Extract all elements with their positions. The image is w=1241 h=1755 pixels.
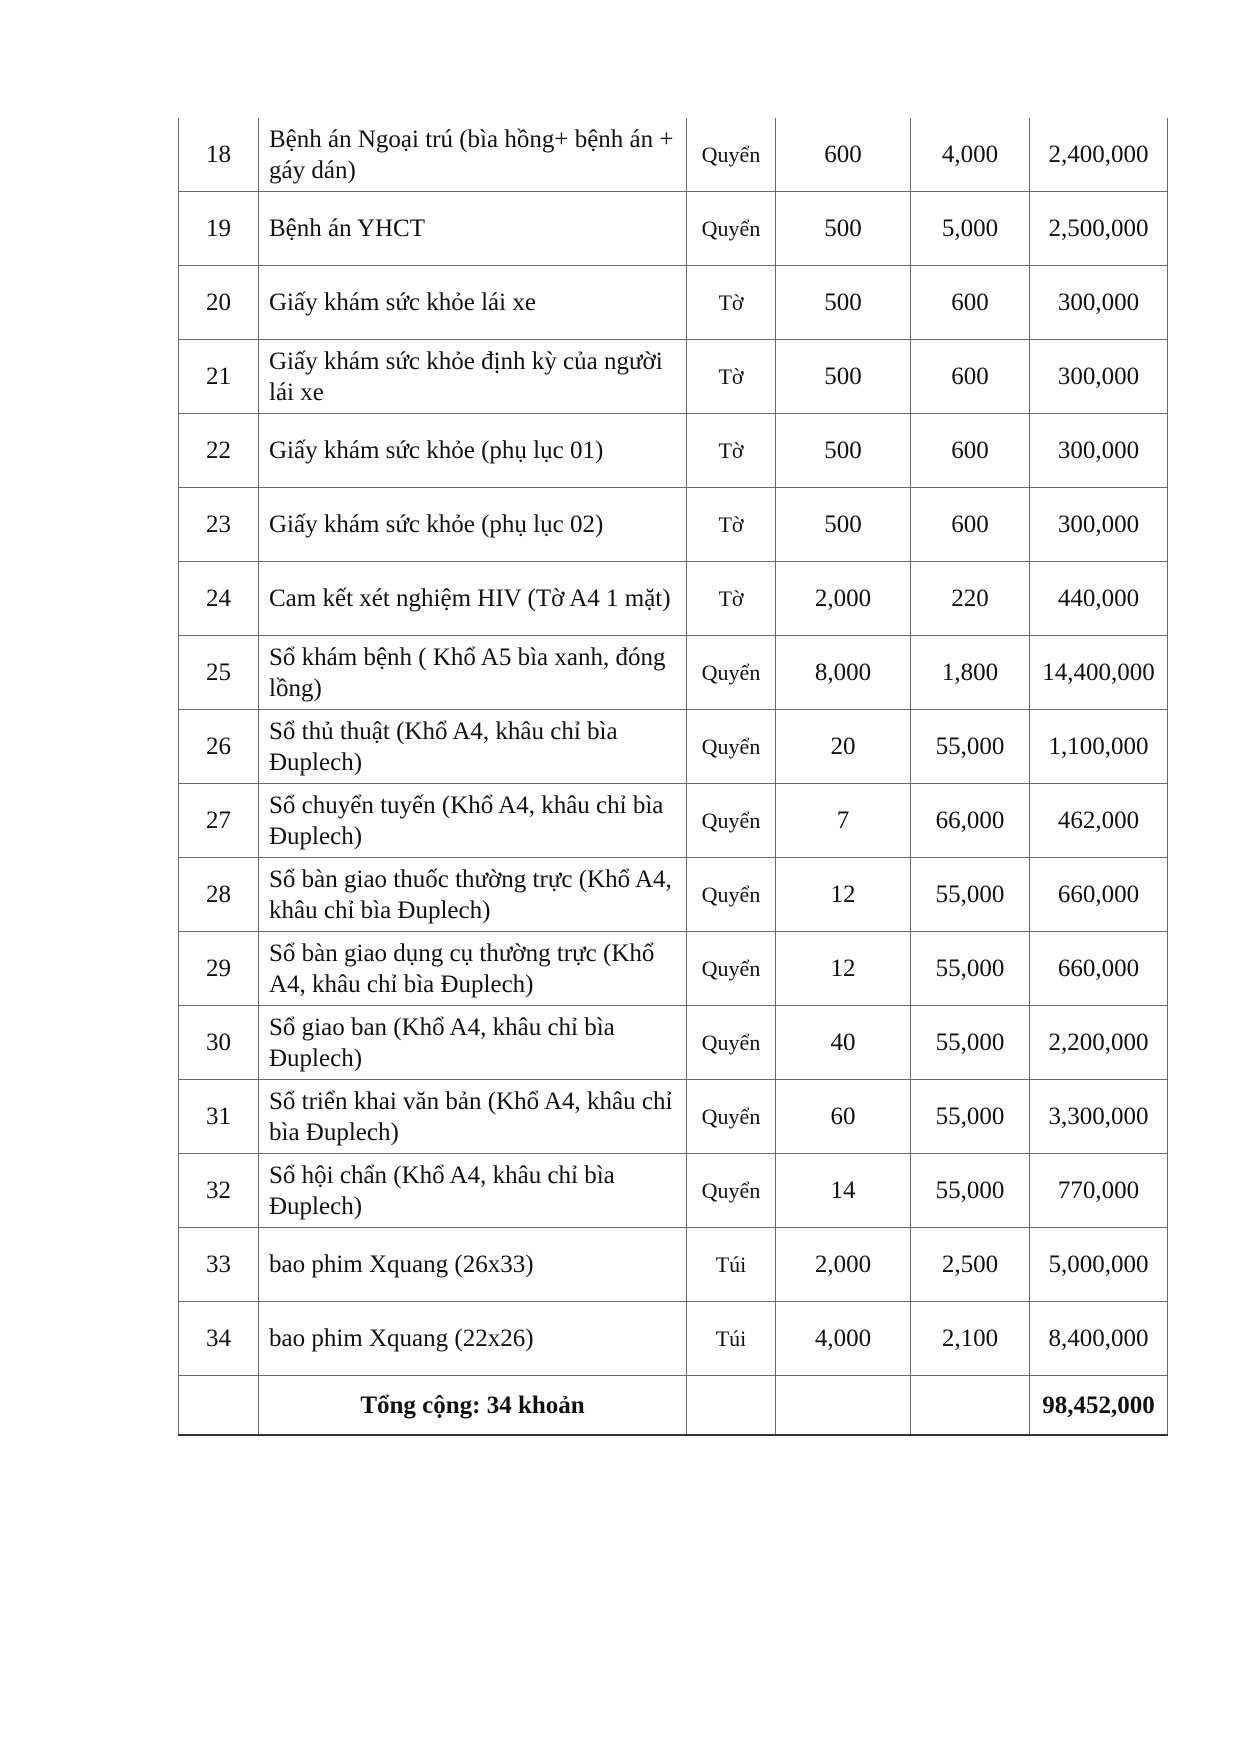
item-amount: 300,000 — [1030, 414, 1168, 488]
item-amount: 300,000 — [1030, 488, 1168, 562]
item-number: 30 — [179, 1006, 259, 1080]
table-row — [179, 192, 1168, 266]
item-unit: Quyển — [687, 858, 776, 932]
item-name: Cam kết xét nghiệm HIV (Tờ A4 1 mặt) — [259, 562, 687, 636]
item-unit: Quyển — [687, 932, 776, 1006]
item-unit: Quyển — [687, 710, 776, 784]
item-name: Giấy khám sức khỏe (phụ lục 02) — [259, 488, 687, 562]
item-quantity: 12 — [776, 858, 911, 932]
table-row — [179, 636, 1168, 710]
item-amount: 660,000 — [1030, 858, 1168, 932]
item-unit: Quyển — [687, 636, 776, 710]
total-amount: 98,452,000 — [1030, 1376, 1168, 1436]
item-name: Sổ chuyển tuyến (Khổ A4, khâu chỉ bìa Đuplech) — [259, 784, 687, 858]
item-number: 19 — [179, 192, 259, 266]
item-amount: 462,000 — [1030, 784, 1168, 858]
item-amount: 2,500,000 — [1030, 192, 1168, 266]
item-unit: Quyển — [687, 192, 776, 266]
table-row — [179, 1302, 1168, 1376]
item-unit: Túi — [687, 1228, 776, 1302]
item-name: Sổ thủ thuật (Khổ A4, khâu chỉ bìa Đuplech) — [259, 710, 687, 784]
item-name: Bệnh án YHCT — [259, 192, 687, 266]
item-number: 21 — [179, 340, 259, 414]
item-unit-price: 55,000 — [911, 710, 1030, 784]
items-table-body — [179, 118, 1168, 1376]
table-row — [179, 414, 1168, 488]
item-amount: 300,000 — [1030, 266, 1168, 340]
item-name: bao phim Xquang (22x26) — [259, 1302, 687, 1376]
items-table — [178, 118, 1168, 1436]
item-number: 31 — [179, 1080, 259, 1154]
total-no-cell — [179, 1376, 259, 1436]
item-amount: 2,200,000 — [1030, 1006, 1168, 1080]
table-row — [179, 562, 1168, 636]
item-number: 22 — [179, 414, 259, 488]
item-quantity: 500 — [776, 192, 911, 266]
item-unit-price: 2,500 — [911, 1228, 1030, 1302]
item-unit: Túi — [687, 1302, 776, 1376]
total-price-cell — [911, 1376, 1030, 1436]
item-name: Bệnh án Ngoại trú (bìa hồng+ bệnh án + gáy dán) — [259, 118, 687, 192]
item-quantity: 7 — [776, 784, 911, 858]
total-row — [179, 1376, 1168, 1436]
item-name: Sổ triển khai văn bản (Khổ A4, khâu chỉ bìa Đuplech) — [259, 1080, 687, 1154]
item-unit: Quyển — [687, 1154, 776, 1228]
item-unit-price: 4,000 — [911, 118, 1030, 192]
item-unit: Tờ — [687, 562, 776, 636]
table-row — [179, 1228, 1168, 1302]
table-row — [179, 1154, 1168, 1228]
table-row — [179, 340, 1168, 414]
item-quantity: 2,000 — [776, 562, 911, 636]
item-name: Giấy khám sức khỏe định kỳ của người lái xe — [259, 340, 687, 414]
item-unit-price: 1,800 — [911, 636, 1030, 710]
item-unit: Quyển — [687, 1006, 776, 1080]
item-name: Giấy khám sức khỏe lái xe — [259, 266, 687, 340]
item-quantity: 20 — [776, 710, 911, 784]
item-unit: Quyển — [687, 118, 776, 192]
table-row — [179, 1006, 1168, 1080]
item-name: Sổ hội chẩn (Khổ A4, khâu chỉ bìa Đuplech) — [259, 1154, 687, 1228]
item-number: 29 — [179, 932, 259, 1006]
item-quantity: 500 — [776, 414, 911, 488]
item-number: 28 — [179, 858, 259, 932]
item-name: Sổ bàn giao thuốc thường trực (Khổ A4, khâu chỉ bìa Đuplech) — [259, 858, 687, 932]
item-number: 25 — [179, 636, 259, 710]
item-number: 24 — [179, 562, 259, 636]
item-amount: 2,400,000 — [1030, 118, 1168, 192]
item-unit-price: 55,000 — [911, 1154, 1030, 1228]
item-number: 27 — [179, 784, 259, 858]
item-amount: 8,400,000 — [1030, 1302, 1168, 1376]
item-unit-price: 55,000 — [911, 858, 1030, 932]
item-amount: 300,000 — [1030, 340, 1168, 414]
item-number: 20 — [179, 266, 259, 340]
item-unit: Tờ — [687, 488, 776, 562]
total-unit-cell — [687, 1376, 776, 1436]
item-quantity: 4,000 — [776, 1302, 911, 1376]
item-amount: 440,000 — [1030, 562, 1168, 636]
item-unit-price: 600 — [911, 414, 1030, 488]
item-unit-price: 55,000 — [911, 932, 1030, 1006]
item-quantity: 40 — [776, 1006, 911, 1080]
item-unit-price: 600 — [911, 488, 1030, 562]
item-number: 23 — [179, 488, 259, 562]
item-amount: 770,000 — [1030, 1154, 1168, 1228]
table-row — [179, 118, 1168, 192]
table-row — [179, 932, 1168, 1006]
item-quantity: 12 — [776, 932, 911, 1006]
item-amount: 660,000 — [1030, 932, 1168, 1006]
item-unit-price: 600 — [911, 340, 1030, 414]
item-amount: 14,400,000 — [1030, 636, 1168, 710]
item-amount: 5,000,000 — [1030, 1228, 1168, 1302]
item-number: 33 — [179, 1228, 259, 1302]
table-row — [179, 858, 1168, 932]
item-unit-price: 55,000 — [911, 1006, 1030, 1080]
item-unit-price: 2,100 — [911, 1302, 1030, 1376]
item-unit: Tờ — [687, 414, 776, 488]
item-quantity: 600 — [776, 118, 911, 192]
item-number: 32 — [179, 1154, 259, 1228]
item-unit-price: 220 — [911, 562, 1030, 636]
table-row — [179, 710, 1168, 784]
item-unit: Tờ — [687, 266, 776, 340]
item-name: Sổ bàn giao dụng cụ thường trực (Khổ A4, khâu chỉ bìa Đuplech) — [259, 932, 687, 1006]
item-quantity: 8,000 — [776, 636, 911, 710]
item-unit: Quyển — [687, 784, 776, 858]
item-unit-price: 5,000 — [911, 192, 1030, 266]
table-row — [179, 266, 1168, 340]
item-quantity: 500 — [776, 340, 911, 414]
total-qty-cell — [776, 1376, 911, 1436]
item-number: 34 — [179, 1302, 259, 1376]
item-unit: Quyển — [687, 1080, 776, 1154]
item-quantity: 2,000 — [776, 1228, 911, 1302]
item-unit-price: 66,000 — [911, 784, 1030, 858]
item-quantity: 14 — [776, 1154, 911, 1228]
item-unit-price: 55,000 — [911, 1080, 1030, 1154]
item-amount: 3,300,000 — [1030, 1080, 1168, 1154]
total-label: Tổng cộng: 34 khoản — [259, 1376, 687, 1436]
item-unit: Tờ — [687, 340, 776, 414]
table-row — [179, 784, 1168, 858]
item-name: Sổ giao ban (Khổ A4, khâu chỉ bìa Đuplech) — [259, 1006, 687, 1080]
item-name: Sổ khám bệnh ( Khổ A5 bìa xanh, đóng lồng) — [259, 636, 687, 710]
item-number: 26 — [179, 710, 259, 784]
table-row — [179, 488, 1168, 562]
item-unit-price: 600 — [911, 266, 1030, 340]
table-row — [179, 1080, 1168, 1154]
item-name: Giấy khám sức khỏe (phụ lục 01) — [259, 414, 687, 488]
item-amount: 1,100,000 — [1030, 710, 1168, 784]
item-quantity: 500 — [776, 266, 911, 340]
item-number: 18 — [179, 118, 259, 192]
item-quantity: 500 — [776, 488, 911, 562]
item-name: bao phim Xquang (26x33) — [259, 1228, 687, 1302]
item-quantity: 60 — [776, 1080, 911, 1154]
